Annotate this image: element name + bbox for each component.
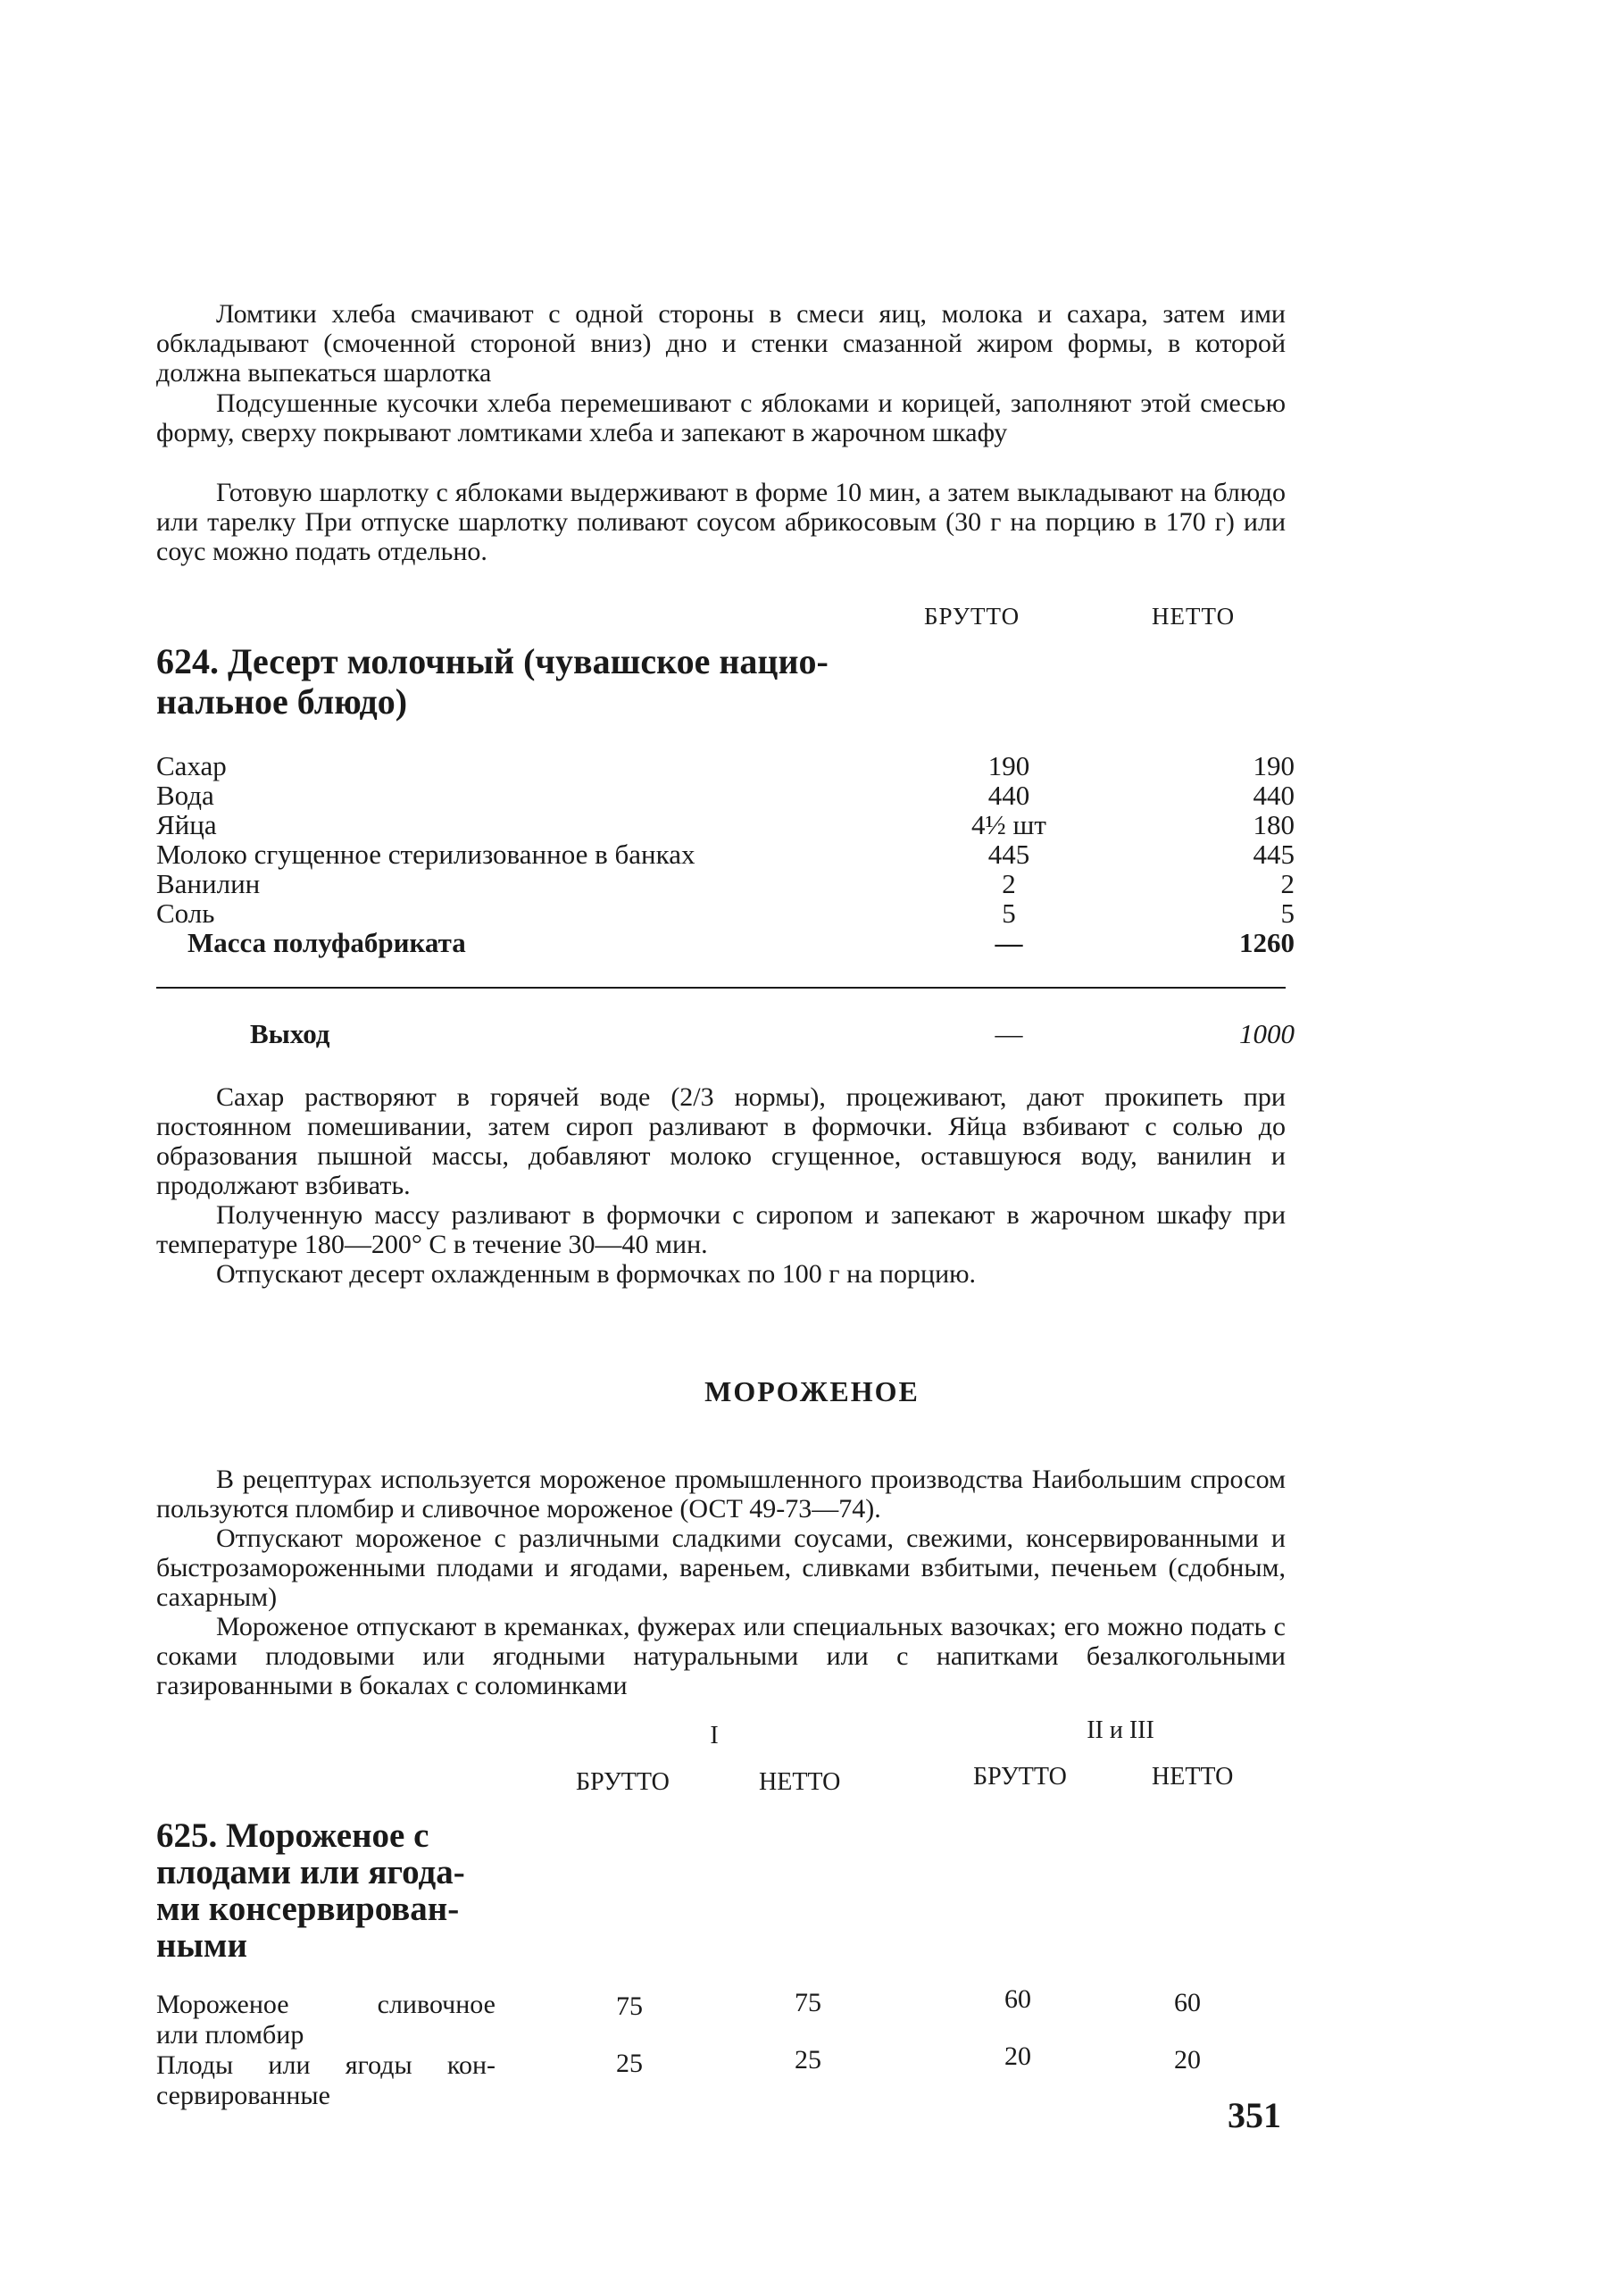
ingredient-name-cont: или пломбир [156, 2020, 304, 2050]
ingredient-name: Мороженое сливочное [156, 1990, 496, 2019]
group-header-2-3: II и III [1087, 1716, 1154, 1744]
ingredient-name: Плоды или ягоды кон- [156, 2050, 496, 2080]
value-brutto-2: 20 [1004, 2041, 1031, 2071]
table-row: Соль 5 5 [156, 898, 1295, 929]
value-netto-1: 75 [795, 1988, 821, 2017]
table-row-semi-product: Масса полуфабриката — 1260 [187, 927, 1295, 958]
column-header-netto-2: НЕТТО [1152, 1763, 1234, 1791]
intro-paragraph-3: Готовую шарлотку с яблоками выдерживают в форме 10 мин, а затем выкладывают на блюдо или тарелку При отпуске шарлотку поливают соусом абрикосовым (30 г на порцию в 170 г) или соус можно подать отдельно. [156, 478, 1286, 566]
method-paragraph-2: Полученную массу разливают в формочки с сиропом и запекают в жарочном шкафу при температуре 180—200° С в течение 30—40 мин. [156, 1200, 1286, 1259]
value-brutto-1: 25 [616, 2049, 643, 2078]
ingredient-name-cont: сервированные [156, 2081, 330, 2110]
value-netto-2: 20 [1174, 2045, 1201, 2075]
section-title: МОРОЖЕНОЕ [704, 1375, 920, 1407]
section-paragraph-1: В рецептурах используется мороженое промышленного производства Наибольшим спросом пользуются пломбир и сливочное мороженое (ОСТ 49-73—74). [156, 1465, 1286, 1524]
column-header-brutto-2: БРУТТО [973, 1763, 1067, 1791]
table-row: Сахар 190 190 [156, 750, 1295, 781]
value-netto-2: 60 [1174, 1988, 1201, 2017]
table-divider [156, 987, 1286, 989]
recipe-title-625: 625. Мороженое с плодами или ягода- ми консервирован- ными [156, 1816, 465, 1965]
table-row-yield: Выход — 1000 [250, 1018, 1295, 1049]
method-paragraph-1: Сахар растворяют в горячей воде (2/3 нормы), процеживают, дают прокипеть при постоянном помешивании, затем сироп разливают в формочки. Яйца взбивают с солью до образования пышной массы, добавляют молоко сгущенное, оставшуюся воду, ванилин и продолжают взбивать. [156, 1082, 1286, 1200]
page-number: 351 [1228, 2095, 1281, 2135]
table-row: Молоко сгущенное стерилизованное в банках 445 445 [156, 839, 1295, 870]
column-header-brutto-1: БРУТТО [576, 1768, 670, 1796]
value-netto-1: 25 [795, 2045, 821, 2075]
recipe-title-624: 624. Десерт молочный (чувашское нацио- нальное блюдо) [156, 641, 829, 722]
table-row: Яйца 4½ шт 180 [156, 809, 1295, 840]
column-header-brutto: БРУТТО [924, 603, 1020, 630]
value-brutto-1: 75 [616, 1991, 643, 2021]
section-paragraph-3: Мороженое отпускают в креманках, фужерах или специальных вазочках; его можно подать с соками плодовыми или ягодными натуральными или с напитками безалкогольными газированными в бокалах с соломинками [156, 1612, 1286, 1700]
table-row: Вода 440 440 [156, 780, 1295, 811]
value-brutto-2: 60 [1004, 1984, 1031, 2014]
group-header-1: I [710, 1722, 719, 1749]
intro-paragraph-2: Подсушенные кусочки хлеба перемешивают с яблоками и корицей, заполняют этой смесью форму, сверху покрывают ломтиками хлеба и запекают в жарочном шкафу [156, 388, 1286, 447]
intro-paragraph-1: Ломтики хлеба смачивают с одной стороны в смеси яиц, молока и сахара, затем ими обкладывают (смоченной стороной вниз) дно и стенки смазанной жиром формы, в которой должна выпекаться шарлотка [156, 299, 1286, 388]
column-header-netto: НЕТТО [1152, 603, 1236, 630]
table-row: Ванилин 2 2 [156, 868, 1295, 899]
column-header-netto-1: НЕТТО [759, 1768, 841, 1796]
method-paragraph-3: Отпускают десерт охлажденным в формочках по 100 г на порцию. [216, 1259, 977, 1289]
section-paragraph-2: Отпускают мороженое с различными сладкими соусами, свежими, консервированными и быстрозамороженными плодами и ягодами, вареньем, сливками взбитыми, печеньем (сдобным, сахарным) [156, 1524, 1286, 1612]
